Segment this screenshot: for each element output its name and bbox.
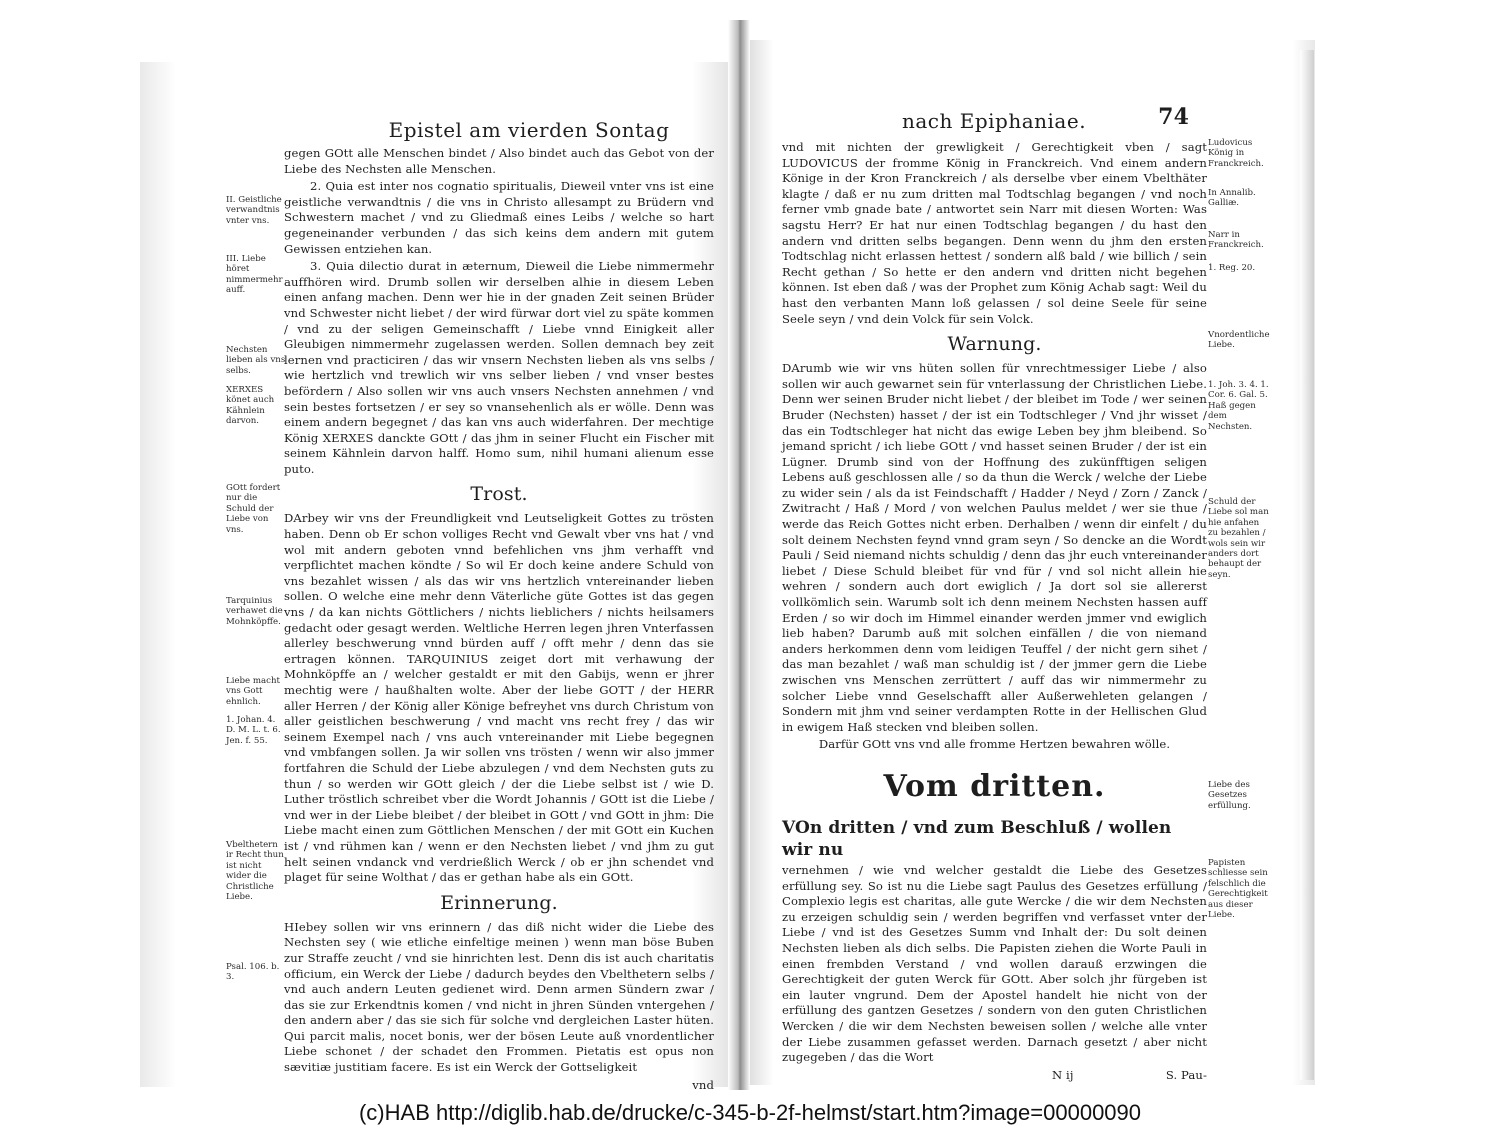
margin-note: GOtt fordert nur die Schuld der Liebe von vns.: [226, 483, 281, 535]
heading-warnung: Warnung.: [947, 333, 1042, 356]
right-header-line: [782, 104, 1207, 140]
intro-line: VOn dritten / vnd zum Beschluß / wollen wir nu: [782, 817, 1172, 860]
margin-note: Schuld der Liebe sol man hie anfahen zu bezahlen / wols sein wir anders dort behaupt der seyn.: [1208, 497, 1269, 580]
left-paragraph-1: gegen GOtt alle Menschen bindet / Also bindet auch das Gebot von der Liebe des Nechsten alle Menschen.: [284, 146, 714, 176]
erinnerung-text: HIebey sollen wir vns erinnern / das diß nicht wider die Liebe des Nechsten sey ( wie etliche einfeltige meinen ) wenn man böse Buben zur Straffe zeucht / vnd sie hinrichten lest. Denn dis ist auch charitatis officium, ein Werck der Liebe / dadurch beydes den Vbelthetern selbs / vnd auch andern Leuten gedienet wird. Denn armen Sündern zwar / das sie zur Erkendtnis komen / vnd nicht in jhren Sünden vntergehen / den andern aber / das sie sich für solche vnd dergleichen Laster hüten. Qui parcit malis, nocet bonis, wer der bösen Leute auß vnordentlicher Liebe schonet / der schadet den Frommen. Pietatis est opus non sævitiæ justitiam facere. Es ist ein Werck der Gottseligkeit: [284, 919, 714, 1075]
heading-trost: Trost.: [470, 483, 528, 506]
left-paragraph-2: 2. Quia est inter nos cognatio spiritualis, Dieweil vnter vns ist eine geistliche verwandtnis / die vns in Christo allesampt zu Brüdern vnd Schwestern machet / vnd zu Gliedmaß eines Leibs / welche so hart gegeneinander verbunden / das sich keins dem andern mit gutem Gewissen entziehen kan.: [284, 179, 714, 256]
margin-note: 1. Johan. 4. D. M. L. t. 6. Jen. f. 55.: [226, 715, 281, 746]
margin-note: II. Geistliche verwandtnis vnter vns.: [226, 195, 282, 226]
margin-note: 1. Reg. 20.: [1208, 263, 1256, 273]
signature-mark: N ij: [1052, 1067, 1074, 1082]
book-spine: [728, 20, 750, 1090]
folio-number: 74: [1158, 104, 1189, 130]
page-edge: [1300, 50, 1314, 1080]
left-catchword: vnd: [692, 1077, 714, 1092]
margin-note: III. Liebe höret nimmermehr auff.: [226, 254, 283, 296]
right-catchword: S. Pau-: [1165, 1067, 1207, 1082]
warnung-text: DArumb wie wir vns hüten sollen für vnrechtmessiger Liebe / also sollen wir auch gewarnet sein für vnterlassung der Christlichen Liebe. Denn wer seinen Bruder nicht liebet / der bleibet im Tode / wer seinen Bruder (Nechsten) hasset / der ist ein Todtschleger / Vnd jhr wisset / das ein Todtschleger hat nicht das ewige Leben bey jhm bleibend. So jemand spricht / ich liebe GOtt / vnd hasset seinen Bruder / der ist ein Lügner. Drumb sind von der Hoffnung des zukünfftigen seligen Lebens auß geschlossen alle / so da thun die Werck / welche der Liebe zu wider sein / als da ist Feindschafft / Hadder / Neyd / Zorn / Zanck / Zwitracht / Haß / Mord / von welchen Paulus meldet / wer sie thue / werde das Reich Gottes nicht erben. Derhalben / wenn dir einfelt / du solt deinem Nechsten feynd vnnd gram seyn / So dencke an die Wordt Pauli / Seid niemand nichts schuldig / denn das jhr euch vntereinander liebet / Diese Schuld bleibet für vnd für / vnd sol nicht allein hie wehren / sondern auch dort ewiglich / Ja dort sol sie allererst vollkömlich sein. Warumb solt ich denn meinem Nechsten hassen auff Erden / so wir doch im Himmel einander werden jmmer vnd ewiglich lieb haben? Darumb auß mit solchen einfällen / die von niemand anders herkommen denn vom leidigen Teuffel / der nicht gern sihet / das man bezahlet / waß man schuldig ist / der jmmer gern die Liebe zwischen vns Menschen zerrüttert / auff das wir nimmermehr zu solcher Liebe vnnd Geselschafft aller Außerwehleten gelangen / Sondern mit jhm vnd seiner verdampten Rotte in der Hellischen Glud in ewigem Haß stecken vnd bleiben sollen.: [782, 361, 1207, 734]
margin-note: Liebe macht vns Gott ehnlich.: [226, 676, 280, 707]
trost-text: DArbey wir vns der Freundligkeit vnd Leutseligkeit Gottes zu trösten haben. Denn ob Er schon volliges Recht vnd Gewalt vber vns hat / vnd wol mit andern geboten vnnd befehlichen vns jhm verhafft vnd verpflichtet machen köndte / So wil Er doch keine andere Schuld von vns bezahlet wissen / als das wir vns hertzlich vntereinander lieben sollen. O welche eine mehr denn Väterliche güte Gottes ist das gegen vns / da kan nichts Göttlichers / nichts lieblichers / nichts heilsamers gedacht oder gesagt werden. Weltliche Herren legen jhren Vnterfassen allerley beschwerung vnnd bürden auff / offt mehr / denn das sie ertragen können. TARQUINIUS zeiget dort mit verhawung der Mohnköpffe an / welcher gestaldt er mit den Gabijs, wenn er jhrer mechtig were / haußhalten wolte. Aber der liebe GOTT / der HERR aller Herren / der König aller Könige befreyhet vns durch Christum von aller geistlichen beschwerung / vnd macht vns recht frey / das wir seinem Exempel nach / vns auch vntereinander mit Liebe begegnen vnd vmbfangen sollen. Ja wir sollen vns trösten / wenn wir also jmmer fortfahren die Schuld der Liebe abzulegen / vnd dem Nechsten guts zu thun / so werden wir GOtt gleich / der die Liebe selbst ist / wie D. Luther tröstlich schreibet vber die Wordt Johannis / GOtt ist die Liebe / vnd wer in der Liebe bleibet / der bleibet in GOtt / vnd GOtt in jhm: Die Liebe macht einen zum Göttlichen Menschen / der mit GOtt ein Kuchen ist / vnd rühmen kan / wenn er den Nechsten liebet / vnd jhm zu gut helt seinen vndanck vnd verdrießlich Werck / ob er jhn schendet vnd plaget für seine Wolthat / das er gethan habe als ein GOtt.: [284, 511, 714, 885]
margin-note: Vbelthetern ir Recht thun ist nicht wider die Christliche Liebe.: [226, 840, 284, 903]
heading-erinnerung: Erinnerung.: [440, 891, 558, 914]
closing-line: Darfür GOtt vns vnd alle fromme Hertzen bewahren wölle.: [818, 737, 1171, 752]
margin-note: Liebe des Gesetzes erfüllung.: [1208, 780, 1251, 811]
right-running-head: nach Epiphaniae.: [902, 109, 1087, 133]
left-page: [284, 118, 714, 1093]
margin-note: Narr in Franckreich.: [1208, 230, 1264, 251]
margin-note: Psal. 106. b. 3.: [226, 962, 280, 983]
left-running-head: Epistel am vierden Sontag: [388, 118, 670, 142]
right-paragraph-1: vnd mit nichten der grewligkeit / Gerechtigkeit vben / sagt LUDOVICUS der fromme König in Franckreich. Vnd einem andern Könige in der Kron Franckreich / als derselbe vber einem Vbelthäter klagte / daß er nu zum dritten mal Todtschlag begangen / vnd noch ferner vmb gnade bate / antwortet sein Narr mit diesen Worten: Was sagstu Herr? Er hat nur einen Todtschlag begangen / du hast den andern vnd dritten selbs begangen. Denn wenn du jhm den ersten Todtschlag nicht erlassen hettest / sondern alß bald / wie billich / sein Recht gethan / So hette er den andern vnd dritten nicht begehen können. Ist eben daß / was der Prophet zum König Achab sagt: Weil du hast den verbanten Mann loß gelassen / sol deine Seele für seine Seele seyn / vnd dein Volck für sein Volck.: [782, 140, 1207, 326]
dritten-text: vernehmen / wie vnd welcher gestaldt die Liebe des Gesetzes erfüllung sey. So ist nu die Liebe sagt Paulus des Gesetzes erfüllung / Complexio legis est charitas, alle gute Wercke / die wir dem Nechsten zu erzeigen schuldig sein / werden begriffen vnd verfasset vnter der Liebe / vnd ist des Gesetzes Summ vnd Inhalt der: Du solt deinen Nechsten lieben als dich selbs. Die Papisten ziehen die Worte Pauli in einen frembden Verstand / vnd wollen darauß erzwingen die Gerechtigkeit der guten Werck für GOtt. Aber solch jhr fürgeben ist ein lauter vngrund. Dem der Apostel handelt hie nicht von der erfüllung des gantzen Gesetzes / sondern von den guten Christlichen Wercken / die wir dem Nechsten beweisen sollen / welche alle vnter der Liebe zusammen gefasset werden. Darnach gesetzt / aber nicht zugegeben / das die Wort: [782, 862, 1207, 1065]
margin-note: XERXES könet auch Kähnlein darvon.: [226, 385, 275, 427]
right-footer-line: [782, 1068, 1207, 1086]
margin-note: Tarquinius verhawet die Mohnköpffe.: [226, 596, 283, 627]
margin-note: Ludovicus König in Franckreich.: [1208, 138, 1264, 169]
copyright-footer: (c)HAB http://diglib.hab.de/drucke/c-345-b-2f-helmst/start.htm?image=00000090: [0, 1095, 1500, 1131]
margin-note: Vnordentliche Liebe.: [1208, 330, 1270, 351]
right-page: [782, 104, 1207, 1086]
margin-note: In Annalib. Galliæ.: [1208, 188, 1256, 209]
margin-note: Nechsten lieben als vns selbs.: [226, 345, 286, 376]
margin-note: 1. Joh. 3. 4. 1. Cor. 6. Gal. 5. Haß gegen dem Nechsten.: [1208, 380, 1269, 432]
margin-note: Papisten schliesse sein felschlich die Gerechtigkeit aus dieser Liebe.: [1208, 858, 1268, 921]
closing-lines: [782, 737, 1207, 753]
heading-vom-dritten: Vom dritten.: [883, 768, 1106, 804]
left-paragraph-3: 3. Quia dilectio durat in æternum, Dieweil die Liebe nimmermehr auffhören wird. Drumb sollen wir derselben alhie in diesem Leben einen anfang machen. Denn wer hie in der gnaden Zeit seinen Brüder vnd Schwester nicht liebet / der wird fürwar dort viel zu späte kommen / vnd zu der seligen Gemeinschafft / Liebe vnnd Einigkeit aller Gleubigen nimmermehr zugelassen werden. Sollen demnach bey zeit lernen vnd practiciren / das wir vnsern Nechsten lieben als vns selbs / wie hertzlich vnd trewlich wir vns selber lieben / vnd vnser bestes befördern / Also sollen wir vns auch vnsers Nechsten annehmen / vnd sein bestes fortsetzen / er sey so vnansehenlich als er wölle. Denn was einem andern begegnet / das kan vns auch widerfahren. Der mechtige König XERXES danckte GOtt / das jhm in seiner Flucht ein Fischer mit seinem Kähnlein darvon halff. Homo sum, nihil humani alienum esse puto.: [284, 259, 714, 476]
